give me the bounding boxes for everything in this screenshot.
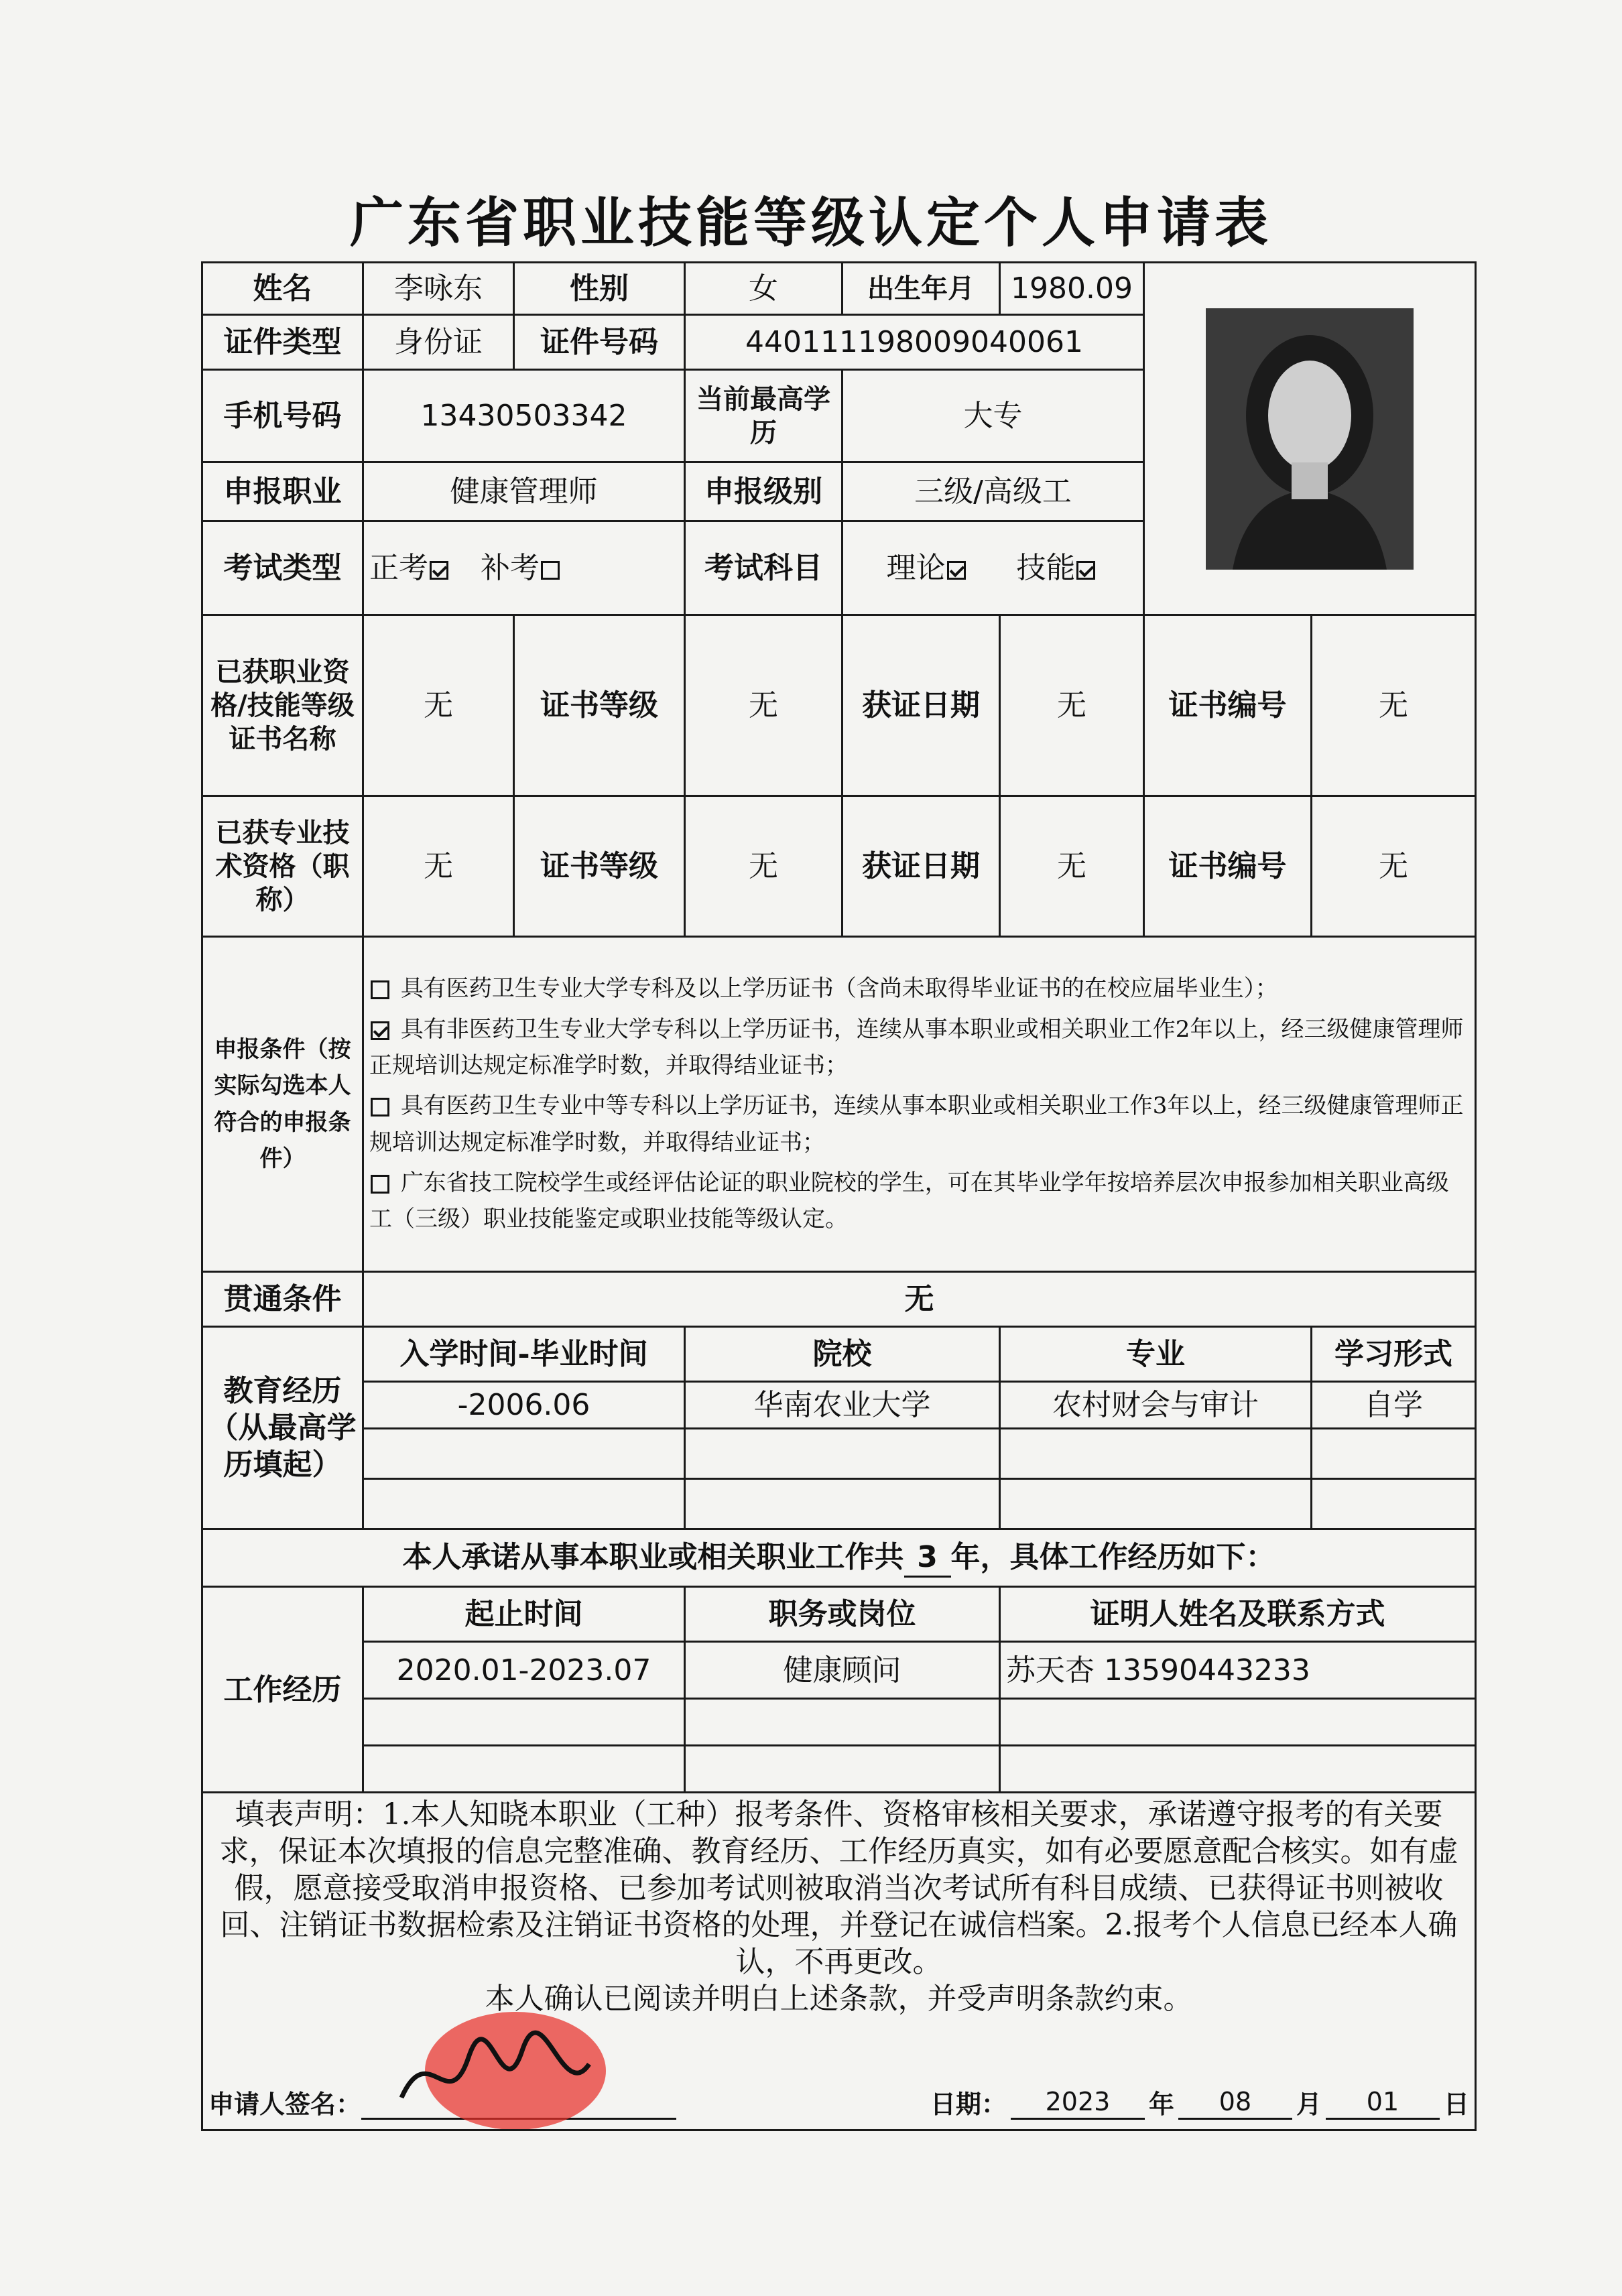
- applicant-photo: [1206, 308, 1414, 570]
- work-reference: 苏天杏 13590443233: [1000, 1642, 1476, 1699]
- edu-mode: 自学: [1312, 1382, 1476, 1429]
- condition-2-checkbox[interactable]: [371, 1021, 389, 1040]
- qualification-label: 已获职业资格/技能等级证书名称: [202, 615, 363, 796]
- gender-value: 女: [685, 263, 843, 315]
- table-row: [202, 1479, 1476, 1529]
- qualification-cert-date-label: 获证日期: [843, 615, 1000, 796]
- condition-1-checkbox[interactable]: [371, 980, 389, 999]
- table-row: [202, 1746, 1476, 1793]
- id-number-value: 440111198009040061: [685, 315, 1144, 370]
- exam-type-regular-checkbox[interactable]: [430, 561, 448, 580]
- tech-title-cert-level: 无: [685, 796, 843, 937]
- edu-header-school: 院校: [685, 1327, 1000, 1382]
- table-row: [202, 1642, 1476, 1699]
- work-promise: 本人承诺从事本职业或相关职业工作共 3 年，具体工作经历如下：: [202, 1529, 1476, 1587]
- pass-through-value: 无: [363, 1272, 1476, 1327]
- education-value: 大专: [843, 370, 1144, 462]
- work-years: 3: [904, 1539, 951, 1578]
- signature-row: [208, 2064, 1469, 2126]
- declaration-text: 填表声明：1.本人知晓本职业（工种）报考条件、资格审核相关要求，承诺遵守报考的有关要求，保证本次填报的信息完整准确、教育经历、工作经历真实，如有必要愿意配合核实。如有虚假，愿意接受取消申报资格、已参加考试则被取消当次考试所有科目成绩、已获得证书则被收回、注销证书数据检索及注销证书资格的处理，并登记在诚信档案。2.报考个人信息已经本人确认，不再更改。: [219, 1797, 1458, 1979]
- work-position: 健康顾问: [685, 1642, 1000, 1699]
- phone-label: 手机号码: [202, 370, 363, 462]
- table-row: [202, 1429, 1476, 1479]
- table-row: [202, 1699, 1476, 1746]
- exam-type-label: 考试类型: [202, 521, 363, 615]
- date-day[interactable]: 01: [1326, 2086, 1440, 2120]
- tech-title-cert-level-label: 证书等级: [514, 796, 685, 937]
- date-label: 日期：: [930, 2088, 1007, 2119]
- exam-type-regular[interactable]: 正考: [369, 551, 462, 585]
- conditions-list: [363, 937, 1476, 1272]
- declaration-cell: [202, 1793, 1476, 2130]
- condition-4-checkbox[interactable]: [371, 1175, 389, 1194]
- tech-title-cert-date-label: 获证日期: [843, 796, 1000, 937]
- edu-school: 华南农业大学: [685, 1382, 1000, 1429]
- condition-item-1: 具有医药卫生专业大学专科及以上学历证书（含尚未取得毕业证书的在校应届毕业生）；: [369, 970, 1469, 1007]
- exam-subject-theory[interactable]: 理论: [887, 551, 979, 585]
- signature-field[interactable]: [361, 2064, 676, 2120]
- condition-item-4: 广东省技工院校学生或经评估论证的职业院校的学生，可在其毕业学年按培养层次申报参加相关职业高级工（三级）职业技能鉴定或职业技能等级认定。: [369, 1169, 1449, 1233]
- name-label: 姓名: [202, 263, 363, 315]
- occupation-value: 健康管理师: [363, 462, 685, 521]
- exam-type-makeup[interactable]: 补考: [481, 551, 564, 585]
- tech-title-label: 已获专业技术资格（职称）: [202, 796, 363, 937]
- seal-signature-icon: [388, 2011, 609, 2130]
- exam-subject-options: [843, 521, 1144, 615]
- tech-title-cert-number: 无: [1312, 796, 1476, 937]
- date-year[interactable]: 2023: [1011, 2086, 1145, 2120]
- date-group: 日期： 2023 年 08 月 01 日: [930, 2086, 1469, 2119]
- exam-type-options: [363, 521, 685, 615]
- edu-header-period: 入学时间-毕业时间: [363, 1327, 685, 1382]
- pass-through-label: 贯通条件: [202, 1272, 363, 1327]
- qualification-cert-level: 无: [685, 615, 843, 796]
- level-value: 三级/高级工: [843, 462, 1144, 521]
- work-header-reference: 证明人姓名及联系方式: [1000, 1587, 1476, 1642]
- exam-subject-theory-checkbox[interactable]: [947, 561, 966, 580]
- occupation-label: 申报职业: [202, 462, 363, 521]
- id-number-label: 证件号码: [514, 315, 685, 370]
- exam-subject-skill-checkbox[interactable]: [1076, 561, 1095, 580]
- birth-label: 出生年月: [843, 263, 1000, 315]
- birth-value: 1980.09: [1000, 263, 1144, 315]
- qualification-cert-date: 无: [1000, 615, 1144, 796]
- qualification-cert-number-label: 证书编号: [1144, 615, 1312, 796]
- work-period: 2020.01-2023.07: [363, 1642, 685, 1699]
- page-title: 广东省职业技能等级认定个人申请表: [350, 191, 1272, 254]
- conditions-label: 申报条件（按实际勾选本人符合的申报条件）: [202, 937, 363, 1272]
- edu-header-mode: 学习形式: [1312, 1327, 1476, 1382]
- name-value: 李咏东: [363, 263, 514, 315]
- condition-3-checkbox[interactable]: [371, 1098, 389, 1117]
- work-header-position: 职务或岗位: [685, 1587, 1000, 1642]
- date-month[interactable]: 08: [1178, 2086, 1292, 2120]
- id-type-label: 证件类型: [202, 315, 363, 370]
- level-label: 申报级别: [685, 462, 843, 521]
- tech-title-cert-number-label: 证书编号: [1144, 796, 1312, 937]
- phone-value: 13430503342: [363, 370, 685, 462]
- photo-cell: [1144, 263, 1476, 615]
- exam-subject-label: 考试科目: [685, 521, 843, 615]
- education-label: 当前最高学历: [685, 370, 843, 462]
- edu-period: -2006.06: [363, 1382, 685, 1429]
- education-history-label: 教育经历（从最高学历填起）: [202, 1327, 363, 1529]
- gender-label: 性别: [514, 263, 685, 315]
- qualification-name: 无: [363, 615, 514, 796]
- work-history-label: 工作经历: [202, 1587, 363, 1793]
- condition-item-2: 具有非医药卫生专业大学专科以上学历证书，连续从事本职业或相关职业工作2年以上，经三级健康管理师正规培训达规定标准学时数，并取得结业证书；: [369, 1015, 1464, 1079]
- table-row: [202, 1382, 1476, 1429]
- exam-subject-skill[interactable]: 技能: [1016, 551, 1099, 585]
- application-form-table: [201, 261, 1477, 2131]
- work-header-period: 起止时间: [363, 1587, 685, 1642]
- edu-header-major: 专业: [1000, 1327, 1312, 1382]
- exam-type-makeup-checkbox[interactable]: [541, 561, 560, 580]
- condition-item-3: 具有医药卫生专业中等专科以上学历证书，连续从事本职业或相关职业工作3年以上，经三级健康管理师正规培训达规定标准学时数，并取得结业证书；: [369, 1092, 1464, 1156]
- qualification-cert-level-label: 证书等级: [514, 615, 685, 796]
- qualification-cert-number: 无: [1312, 615, 1476, 796]
- tech-title-name: 无: [363, 796, 514, 937]
- signature-label: 申请人签名：: [208, 2088, 362, 2119]
- id-type-value: 身份证: [363, 315, 514, 370]
- tech-title-cert-date: 无: [1000, 796, 1144, 937]
- edu-major: 农村财会与审计: [1000, 1382, 1312, 1429]
- declaration-confirm: 本人确认已阅读并明白上述条款，并受声明条款约束。: [485, 1982, 1193, 2016]
